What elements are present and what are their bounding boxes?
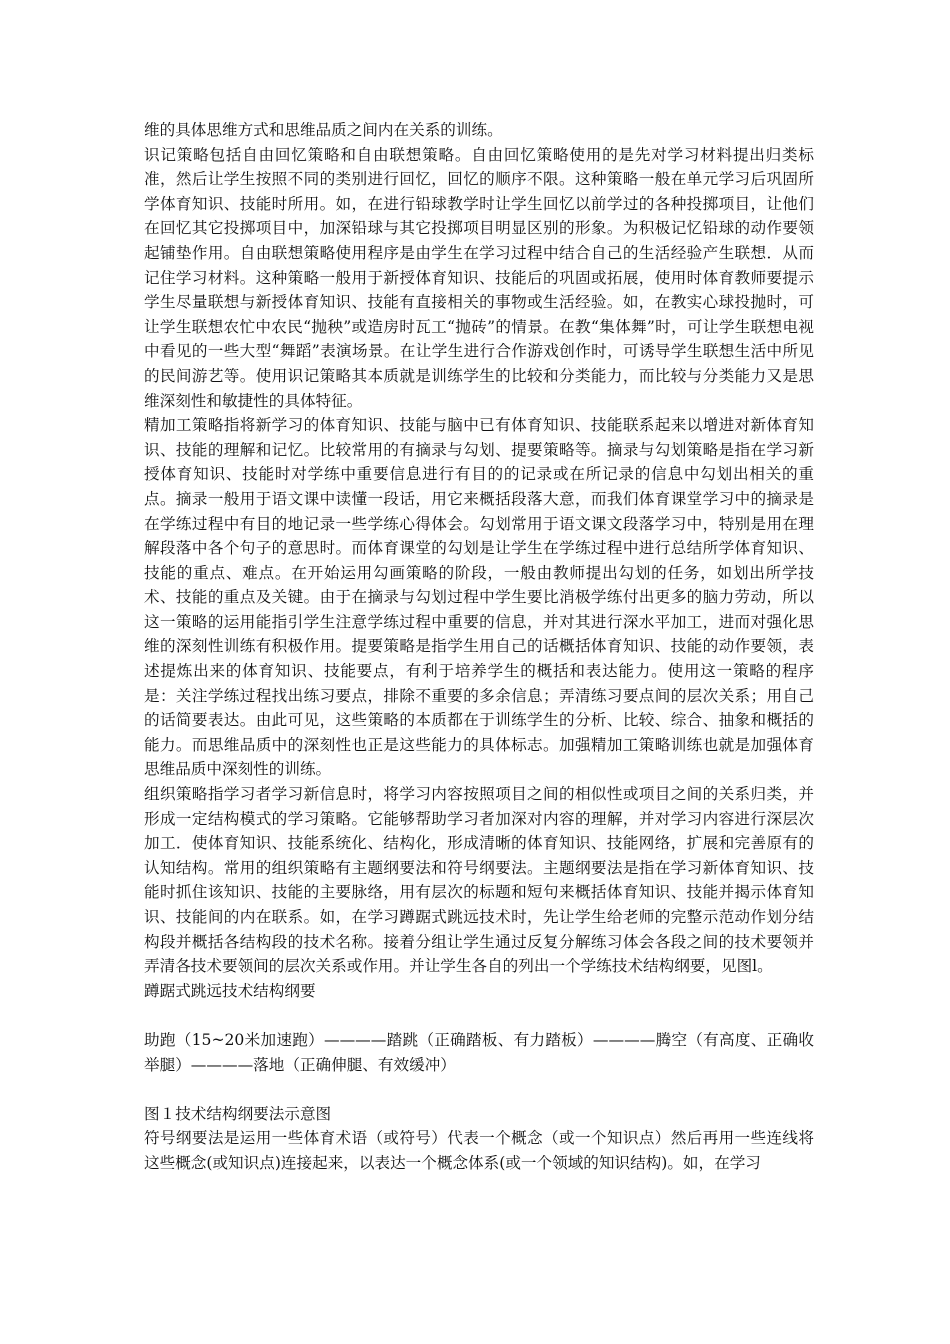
paragraph-organization-strategy: 组织策略指学习者学习新信息时，将学习内容按照项目之间的相似性或项目之间的关系归类，并形成一定结构模式的学习策略。它能够帮助学习者加深对内容的理解，并对学习内容进行深层次加工．使体育知识、技能系统化、结构化，形成清晰的体育知识、技能网络，扩展和完善原有的认知结构。常用的组织策略有主题纲要法和符号纲要法。主题纲要法是指在学习新体育知识、技能时抓住该知识、技能的主要脉络，用有层次的标题和短句来概括体育知识、技能并揭示体育知识、技能间的内在联系。如，在学习蹲踞式跳远技术时，先让学生给老师的完整示范动作划分结构段并概括各结构段的技术名称。接着分组让学生通过反复分解练习体会各段之间的技术要领并弄清各技术要领间的层次关系或作用。并让学生各自的列出一个学练技术结构纲要，见图l。 [144, 785, 814, 976]
figure-caption: 图１技术结构纲要法示意图 [144, 1104, 332, 1123]
paragraph-continuation: 维的具体思维方式和思维品质之间内在关系的训练。 [144, 121, 503, 139]
paragraph-symbol-outline: 符号纲要法是运用一些体育术语（或符号）代表一个概念（或一个知识点）然后再用一些连线将这些概念(或知识点)连接起来，以表达一个概念体系(或一个领域的知识结构)。如，在学习 [144, 1129, 814, 1172]
paragraph-elaboration-strategy: 精加工策略指将新学习的体育知识、技能与脑中已有体育知识、技能联系起来以增进对新体育知识、技能的理解和记忆。比较常用的有摘录与勾划、提要策略等。摘录与勾划策略是指在学习新授体育知识、技能时对学练中重要信息进行有目的的记录或在所记录的信息中勾划出相关的重点。摘录一般用于语文课中读懂一段话，用它来概括段落大意，而我们体育课堂学习中的摘录是在学练过程中有目的地记录一些学练心得体会。勾划常用于语文课文段落学习中，特别是用在理解段落中各个句子的意思时。而体育课堂的勾划是让学生在学练过程中进行总结所学体育知识、技能的重点、难点。在开始运用勾画策略的阶段，一般由教师提出勾划的任务，如划出所学技术、技能的重点及关键。由于在摘录与勾划过程中学生要比消极学练付出更多的脑力劳动，所以这一策略的运用能指引学生注意学练过程中重要的信息，并对其进行深水平加工，进而对强化思维的深刻性训练有积极作用。提要策略是指学生用自己的话概括体育知识、技能的动作要领，表述提炼出来的体育知识、技能要点，有利于培养学生的概括和表达能力。使用这一策略的程序是：关注学练过程找出练习要点，排除不重要的多余信息；弄清练习要点间的层次关系；用自己的话简要表达。由此可见，这些策略的本质都在于训练学生的分析、比较、综合、抽象和概括的能力。而思维品质中的深刻性也正是这些能力的具体标志。加强精加工策略训练也就是加强体育思维品质中深刻性的训练。 [144, 416, 814, 779]
outline-heading: 蹲踞式跳远技术结构纲要 [144, 981, 316, 1000]
spacer [144, 1003, 814, 1028]
technique-outline: 助跑（15~20米加速跑）————踏跳（正确踏板、有力踏板）————腾空（有高度、正确收举腿）————落地（正确伸腿、有效缓冲） [144, 1030, 814, 1074]
document-page [144, 118, 814, 1176]
spacer [144, 1077, 814, 1102]
paragraph-memory-strategy: 识记策略包括自由回忆策略和自由联想策略。自由回忆策略使用的是先对学习材料提出归类标准，然后让学生按照不同的类别进行回忆，回忆的顺序不限。这种策略一般在单元学习后巩固所学体育知识、技能时所用。如，在进行铅球教学时让学生回忆以前学过的各种投掷项目，让他们在回忆其它投掷项目中，加深铅球与其它投掷项目明显区别的形象。为积极记忆铅球的动作要领起铺垫作用。自由联想策略使用程序是由学生在学习过程中结合自己的生活经验产生联想．从而记住学习材料。这种策略一般用于新授体育知识、技能后的巩固或拓展，使用时体育教师要提示学生尽量联想与新授体育知识、技能有直接相关的事物或生活经验。如，在教实心球投抛时，可让学生联想农忙中农民“抛秧”或造房时瓦工“抛砖”的情景。在教“集体舞”时，可让学生联想电视中看见的一些大型“舞蹈”表演场景。在让学生进行合作游戏创作时，可诱导学生联想生活中所见的民间游艺等。使用识记策略其本质就是训练学生的比较和分类能力，而比较与分类能力又是思维深刻性和敏捷性的具体特征。 [144, 145, 814, 410]
